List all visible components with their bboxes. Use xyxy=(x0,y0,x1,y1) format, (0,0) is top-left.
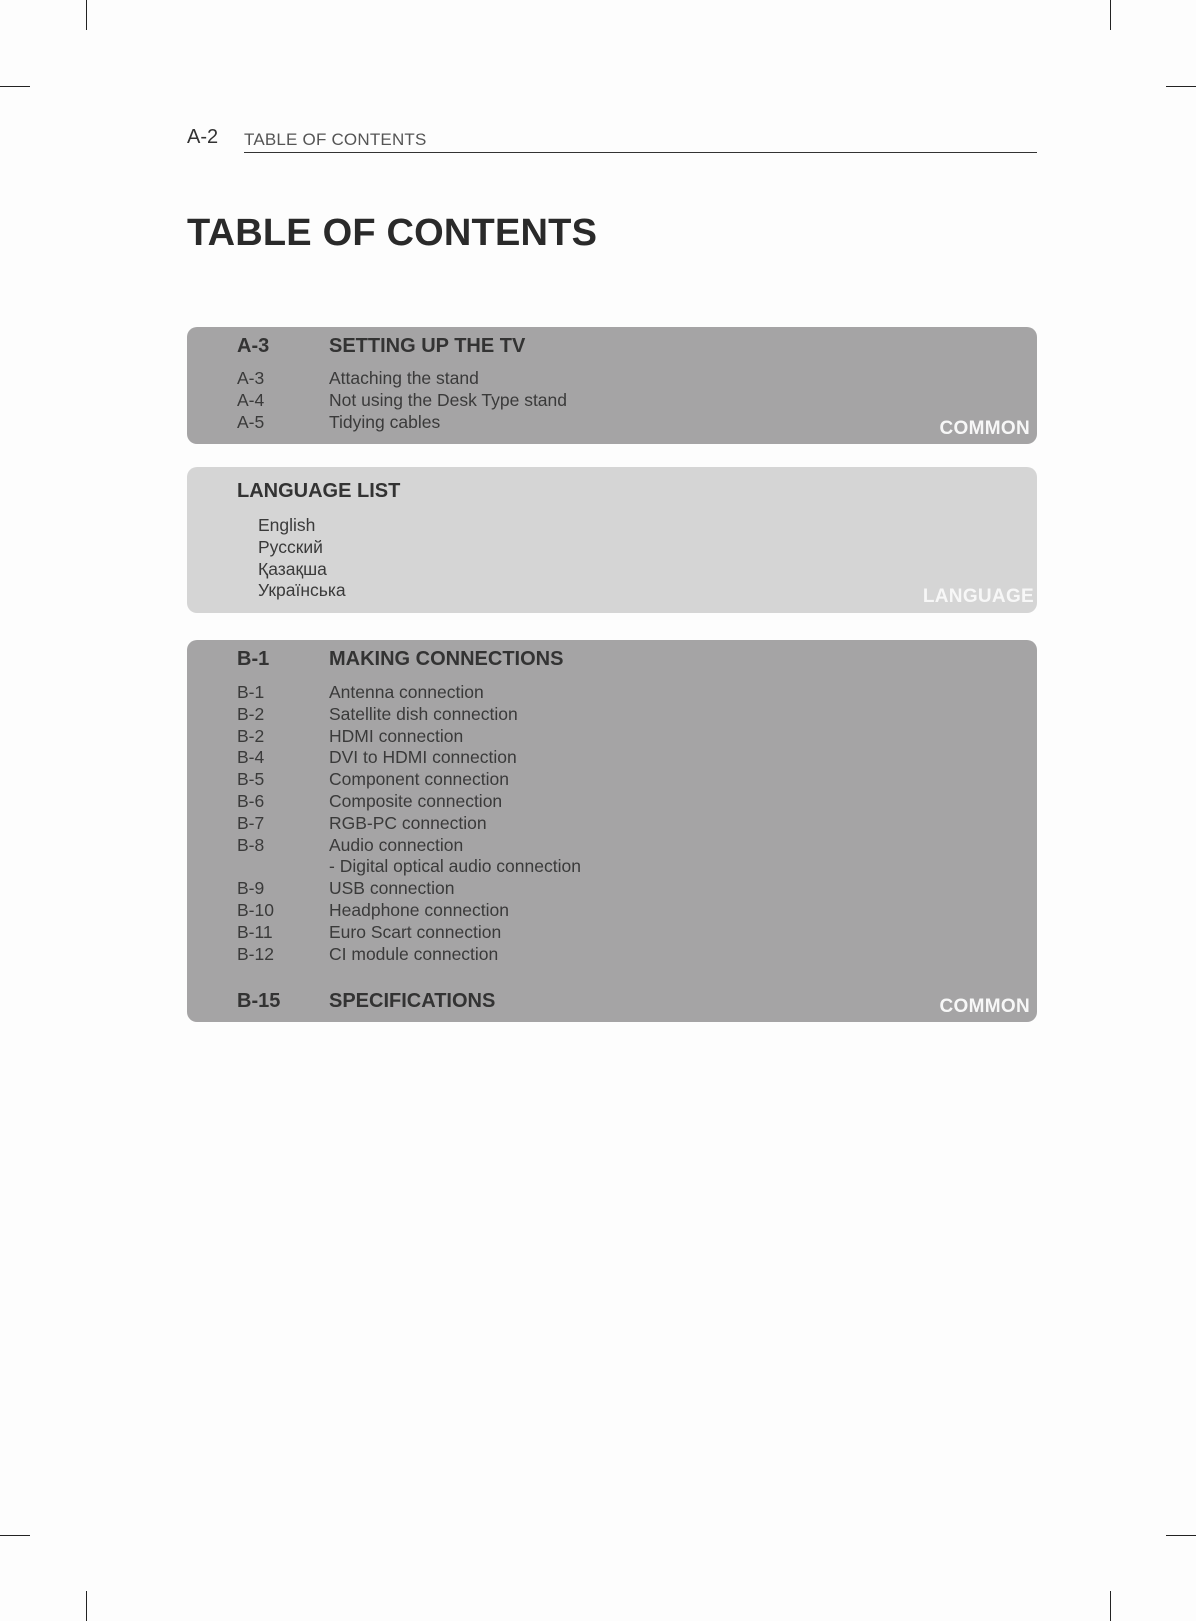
toc-entry-title: Antenna connection xyxy=(329,682,484,702)
toc-entry-page: B-2 xyxy=(237,725,265,746)
toc-entry-title: USB connection xyxy=(329,878,455,899)
page-number: A-2 xyxy=(187,126,219,148)
toc-entry xyxy=(237,704,581,726)
language-item: English xyxy=(258,515,316,535)
toc-panel-language xyxy=(187,467,1037,613)
section-heading-title: SETTING UP THE TV xyxy=(329,335,526,357)
toc-entry-page: B-12 xyxy=(237,943,274,964)
toc-entry-title: Headphone connection xyxy=(329,899,510,920)
toc-entry xyxy=(237,922,581,944)
toc-entry-title: Component connection xyxy=(329,769,509,790)
toc-entry-title: Not using the Desk Type stand xyxy=(329,389,568,410)
toc-entry-page: B-11 xyxy=(237,921,273,942)
crop-mark xyxy=(0,86,30,87)
toc-entry xyxy=(237,791,581,813)
crop-mark xyxy=(86,1591,87,1621)
toc-entry-title: - Digital optical audio connection xyxy=(329,856,581,877)
toc-entry xyxy=(237,900,581,922)
language-item: Қазақша xyxy=(258,558,327,579)
toc-entry-page: B-5 xyxy=(237,769,265,790)
toc-entry-title: RGB-PC connection xyxy=(329,812,487,833)
category-tag: COMMON xyxy=(939,996,1030,1017)
category-tag: LANGUAGE xyxy=(922,586,1034,607)
toc-entry-title: Euro Scart connection xyxy=(329,921,502,942)
toc-entry-title: Tidying cables xyxy=(329,411,441,432)
toc-entries xyxy=(237,682,581,965)
toc-entry-page: B-8 xyxy=(237,834,265,855)
toc-entry-page: A-5 xyxy=(237,411,265,432)
toc-entries xyxy=(237,368,567,433)
toc-entry xyxy=(237,682,581,704)
crop-mark xyxy=(1166,86,1196,87)
toc-entry xyxy=(237,726,581,748)
toc-entry xyxy=(237,856,581,878)
toc-entry xyxy=(237,747,581,769)
language-item: Русский xyxy=(258,536,323,557)
toc-entry xyxy=(237,813,581,835)
running-title: TABLE OF CONTENTS xyxy=(244,130,427,149)
toc-panel-connections xyxy=(187,640,1037,1022)
language-list xyxy=(258,515,346,602)
toc-entry-page: A-3 xyxy=(237,368,265,388)
toc-entry-page: B-1 xyxy=(237,682,265,702)
category-tag: COMMON xyxy=(939,418,1030,439)
crop-mark xyxy=(1166,1535,1196,1536)
page-title: TABLE OF CONTENTS xyxy=(187,212,598,254)
toc-entry xyxy=(237,390,567,412)
toc-entry-title: Composite connection xyxy=(329,790,503,811)
toc-entry-page: B-9 xyxy=(237,878,265,899)
language-item: Українська xyxy=(258,580,346,601)
section-heading-title: SPECIFICATIONS xyxy=(329,990,496,1012)
section-heading-page: B-15 xyxy=(237,990,281,1012)
toc-entry-title: DVI to HDMI connection xyxy=(329,747,517,768)
section-heading xyxy=(237,335,525,358)
header-rule xyxy=(244,152,1037,153)
toc-entry-page: B-7 xyxy=(237,812,265,833)
toc-entry xyxy=(237,878,581,900)
section-heading-page: A-3 xyxy=(237,335,270,357)
page-header xyxy=(187,124,1037,154)
section-heading xyxy=(237,648,563,671)
toc-entry-title: CI module connection xyxy=(329,943,499,964)
toc-entry xyxy=(237,769,581,791)
toc-entry xyxy=(237,412,567,434)
toc-entry-title: Satellite dish connection xyxy=(329,703,518,724)
section-heading-page: B-1 xyxy=(237,648,270,670)
toc-entry-page: B-6 xyxy=(237,790,265,811)
toc-entry-title: Audio connection xyxy=(329,834,464,855)
toc-entry xyxy=(237,944,581,966)
crop-mark xyxy=(0,1535,30,1536)
toc-entry xyxy=(237,835,581,857)
toc-entry-page: B-2 xyxy=(237,703,265,724)
section-heading-title: MAKING CONNECTIONS xyxy=(329,648,564,670)
toc-entry-page: B-10 xyxy=(237,899,274,920)
toc-entry-title: HDMI connection xyxy=(329,725,464,746)
crop-mark xyxy=(86,0,87,30)
toc-entry-page: B-4 xyxy=(237,747,265,768)
toc-entry xyxy=(237,368,567,390)
crop-mark xyxy=(1110,1591,1111,1621)
toc-entry-page: A-4 xyxy=(237,389,265,410)
section-heading: LANGUAGE LIST xyxy=(237,480,401,502)
section-heading-specifications xyxy=(237,990,495,1013)
toc-entry-title: Attaching the stand xyxy=(329,368,479,388)
toc-panel-setting-up xyxy=(187,327,1037,444)
crop-mark xyxy=(1110,0,1111,30)
